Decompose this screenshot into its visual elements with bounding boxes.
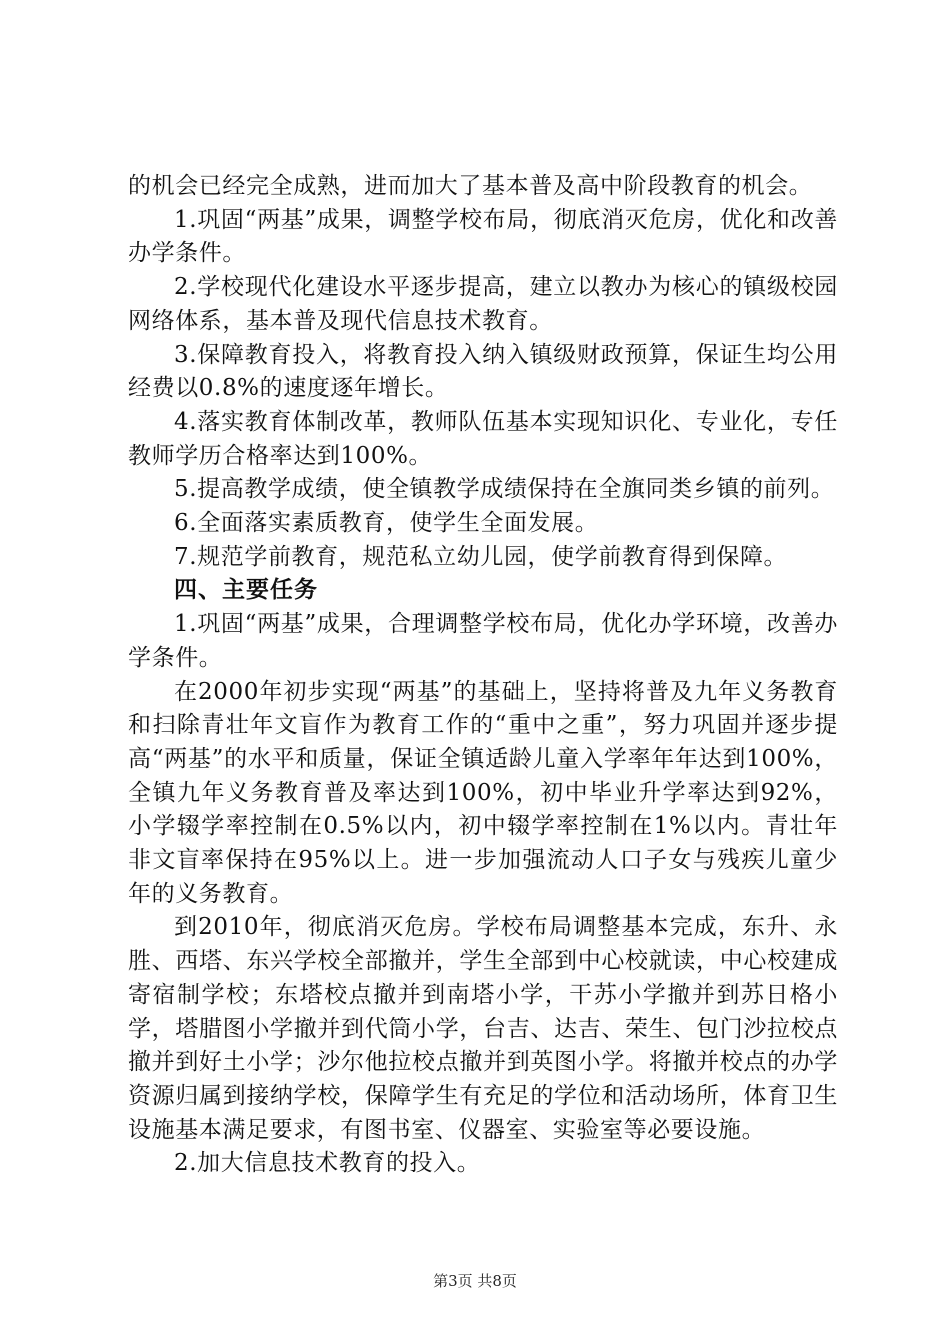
- goal-item-6: 6.全面落实素质教育，使学生全面发展。: [174, 510, 599, 537]
- section-heading-main-tasks: 四、主要任务: [174, 577, 318, 604]
- task-paragraph-two-basics: 在2000年初步实现“两基”的基础上，坚持将普及九年义务教育和扫除青壮年文盲作为教育工作的“重中之重”，努力巩固并逐步提高“两基”的水平和质量，保证全镇适龄儿童入学率年年达到100%，全镇九年义务教育普及率达到100%，初中毕业升学率达到92%，小学辍学率控制在0.5%以内，初中辍学率控制在1%以内。青壮年非文盲率保持在95%以上。进一步加强流动人口子女与残疾儿童少年的义务教育。: [128, 678, 838, 907]
- goal-item-4: 4.落实教育体制改革，教师队伍基本实现知识化、专业化，专任教师学历合格率达到100%。: [128, 408, 838, 469]
- task-item-1: 1.巩固“两基”成果，合理调整学校布局，优化办学环境，改善办学条件。: [128, 611, 838, 671]
- goal-item-7: 7.规范学前教育，规范私立幼儿园，使学前教育得到保障。: [174, 543, 788, 570]
- goal-item-3: 3.保障教育投入，将教育投入纳入镇级财政预算，保证生均公用经费以0.8%的速度逐年增长。: [128, 341, 838, 402]
- goal-item-5: 5.提高教学成绩，使全镇教学成绩保持在全旗同类乡镇的前列。: [174, 476, 835, 503]
- goal-item-2: 2.学校现代化建设水平逐步提高，建立以教办为核心的镇级校园网络体系，基本普及现代信息技术教育。: [128, 274, 838, 334]
- task-item-2: 2.加大信息技术教育的投入。: [174, 1150, 481, 1177]
- goal-item-1: 1.巩固“两基”成果，调整学校布局，彻底消灭危房，优化和改善办学条件。: [128, 206, 838, 267]
- task-paragraph-school-layout: 到2010年，彻底消灭危房。学校布局调整基本完成，东升、永胜、西塔、东兴学校全部撤并，学生全部到中心校就读，中心校建成寄宿制学校；东塔校点撤并到南塔小学，干苏小学撤并到苏日格小学，塔腊图小学撤并到代筒小学，台吉、达吉、荣生、包门沙拉校点撤并到好土小学；沙尔他拉校点撤并到英图小学。将撤并校点的办学资源归属到接纳学校，保障学生有充足的学位和活动场所，体育卫生设施基本满足要求，有图书室、仪器室、实验室等必要设施。: [128, 914, 838, 1143]
- page-footer: 第3页 共8页: [433, 1272, 517, 1290]
- document-body: [128, 170, 838, 1181]
- paragraph-continuation: 的机会已经完全成熟，进而加大了基本普及高中阶段教育的机会。: [128, 173, 813, 199]
